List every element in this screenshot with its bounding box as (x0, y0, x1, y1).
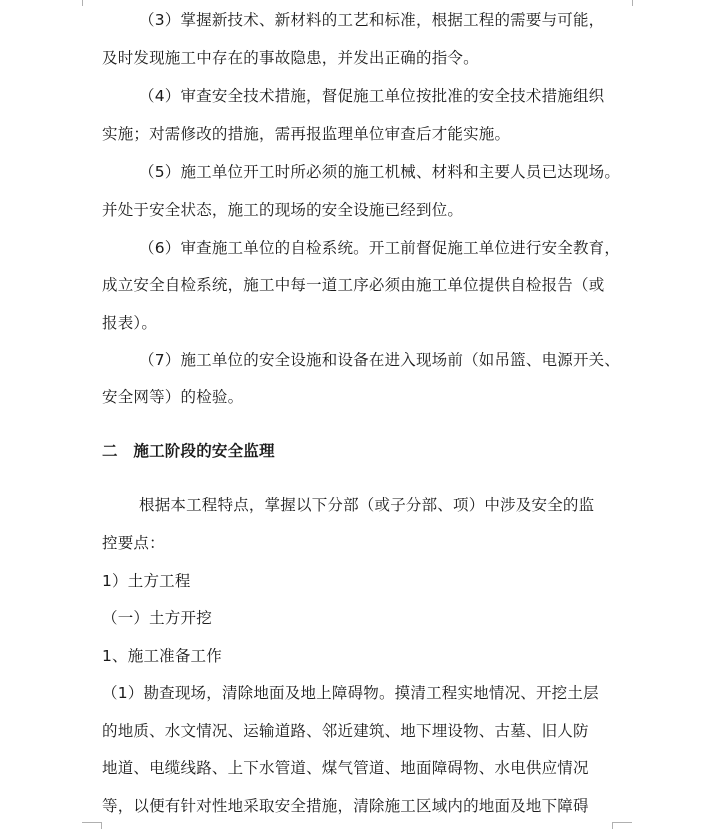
paragraph-line: （6）审查施工单位的自检系统。开工前督促施工单位进行安全教育， (139, 239, 621, 257)
paragraph-line: （1）勘查现场，清除地面及地上障碍物。摸清工程实地情况、开挖土层 (102, 684, 599, 702)
paragraph-line: 等，以便有针对性地采取安全措施，清除施工区域内的地面及地下障碍 (102, 797, 589, 815)
crop-mark-top-right (632, 0, 633, 6)
list-heading: 1、施工准备工作 (102, 647, 222, 665)
paragraph-line: 地道、电缆线路、上下水管道、煤气管道、地面障碍物、水电供应情况 (102, 759, 589, 777)
crop-mark-bottom-left (82, 822, 102, 823)
paragraph-line: 报表）。 (102, 314, 158, 332)
section-heading: 二 施工阶段的安全监理 (102, 442, 275, 460)
paragraph-line: 安全网等）的检验。 (102, 388, 244, 406)
paragraph-line: （4）审查安全技术措施，督促施工单位按批准的安全技术措施组织 (139, 87, 605, 105)
list-heading: （一）土方开挖 (102, 609, 212, 627)
paragraph-line: 的地质、水文情况、运输道路、邻近建筑、地下埋设物、古墓、旧人防 (102, 722, 589, 740)
crop-mark-bottom-right (612, 822, 632, 823)
paragraph-line: （5）施工单位开工时所必须的施工机械、材料和主要人员已达现场。 (139, 163, 621, 181)
paragraph-line: 实施；对需修改的措施，需再报监理单位审查后才能实施。 (102, 125, 511, 143)
paragraph-line: （7）施工单位的安全设施和设备在进入现场前（如吊篮、电源开关、 (139, 351, 621, 369)
paragraph-line: 控要点： (102, 534, 165, 552)
crop-mark-bottom-right-v (612, 823, 613, 829)
paragraph-line: 成立安全自检系统，施工中每一道工序必须由施工单位提供自检报告（或 (102, 276, 605, 294)
paragraph-line: 并处于安全状态，施工的现场的安全设施已经到位。 (102, 201, 464, 219)
paragraph-line: （3）掌握新技术、新材料的工艺和标准，根据工程的需要与可能， (139, 11, 605, 29)
crop-mark-top-left (82, 0, 83, 6)
paragraph-line: 根据本工程特点，掌握以下分部（或子分部、项）中涉及安全的监 (139, 496, 595, 514)
paragraph-line: 及时发现施工中存在的事故隐患，并发出正确的指令。 (102, 49, 479, 67)
list-heading: 1）土方工程 (102, 572, 191, 590)
crop-mark-bottom-left-v (101, 823, 102, 829)
